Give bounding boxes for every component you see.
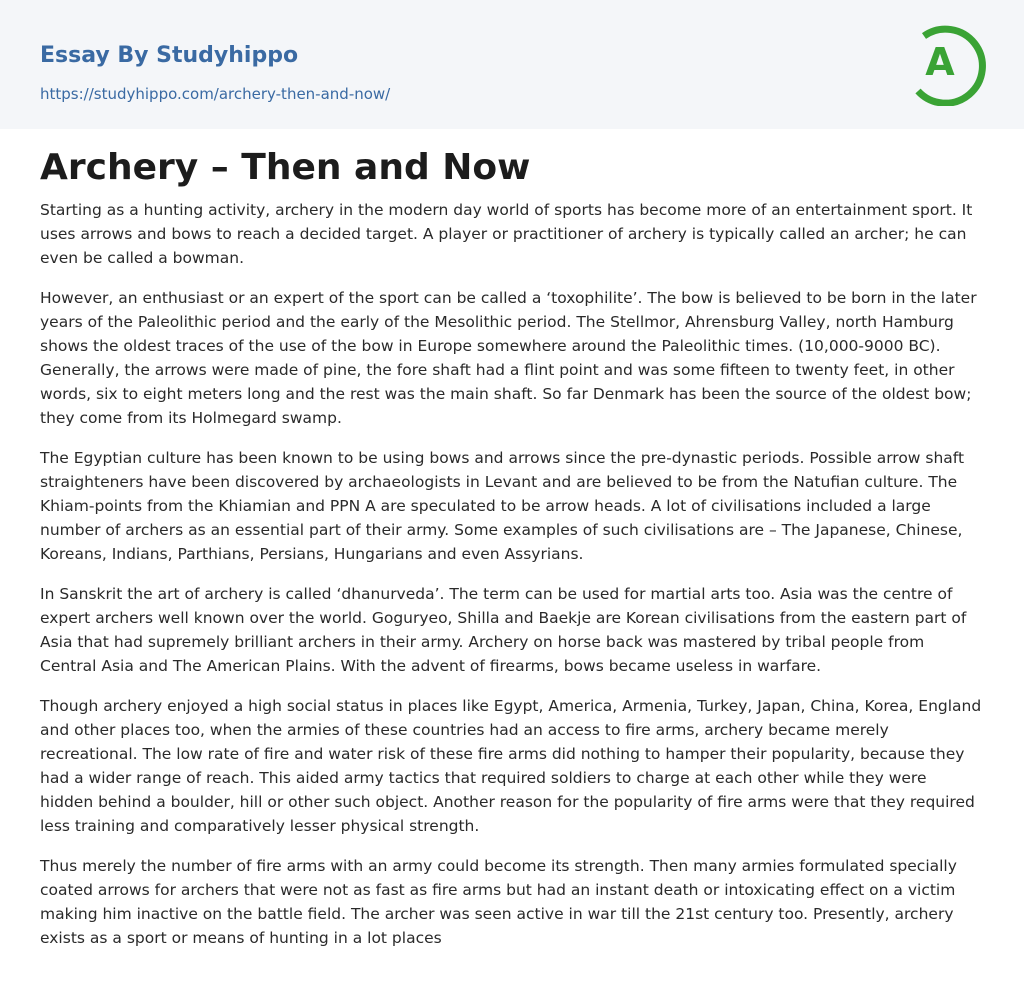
paragraph: Though archery enjoyed a high social status in places like Egypt, America, Armenia, Turkey, Japan, China, Korea, England and other places too, when the armies of these countries had an access to fire arms, archery became merely recreational. The low rate of fire and water risk of these fire arms did nothing to hamper their popularity, because they had a wider range of reach. This aided army tactics that required soldiers to charge at each other while they were hidden behind a boulder, hill or other such object. Another reason for the popularity of fire arms were that they required less training and comparatively lesser physical strength. xyxy=(40,697,982,835)
studyhippo-logo-icon[interactable] xyxy=(910,18,988,106)
page-title: Archery – Then and Now xyxy=(40,147,531,188)
brand-title: Essay By Studyhippo xyxy=(40,43,299,68)
paragraph: Starting as a hunting activity, archery in the modern day world of sports has become more of an entertainment sport. It uses arrows and bows to reach a decided target. A player or practitioner of archery is typically called an archer; he can even be called a bowman. xyxy=(40,201,973,267)
paragraph: Thus merely the number of fire arms with an army could become its strength. Then many armies formulated specially coated arrows for archers that were not as fast as fire arms but had an instant death or intoxicating effect on a victim making him inactive on the battle field. The archer was seen active in war till the 21st century too. Presently, archery exists as a sport or means of hunting in a lot places xyxy=(40,857,957,947)
paragraph: In Sanskrit the art of archery is called ‘dhanurveda’. The term can be used for martial arts too. Asia was the centre of expert archers well known over the world. Goguryeo, Shilla and Baekje are Korean civilisations from the eastern part of Asia that had supremely brilliant archers in their army. Archery on horse back was mastered by tribal people from Central Asia and The American Plains. With the advent of firearms, bows became useless in warfare. xyxy=(40,585,967,675)
logo-letter: A xyxy=(925,40,955,84)
paragraph: However, an enthusiast or an expert of the sport can be called a ‘toxophilite’. The bow is believed to be born in the later years of the Paleolithic period and the early of the Mesolithic period. The Stellmor, Ahrensburg Valley, north Hamburg shows the oldest traces of the use of the bow in Europe somewhere around the Paleolithic times. (10,000-9000 BC). Generally, the arrows were made of pine, the fore shaft had a flint point and was some fifteen to twenty feet, in other words, six to eight meters long and the rest was the main shaft. So far Denmark has been the source of the oldest bow; they come from its Holmegard swamp. xyxy=(40,289,977,427)
paragraph: The Egyptian culture has been known to be using bows and arrows since the pre-dynastic periods. Possible arrow shaft straighteners have been discovered by archaeologists in Levant and are believed to be from the Natufian culture. The Khiam-points from the Khiamian and PPN A are speculated to be arrow heads. A lot of civilisations included a large number of archers as an essential part of their army. Some examples of such civilisations are – The Japanese, Chinese, Koreans, Indians, Parthians, Persians, Hungarians and even Assyrians. xyxy=(40,449,965,563)
page-header xyxy=(0,0,1024,129)
essay-url-link[interactable]: https://studyhippo.com/archery-then-and-now/ xyxy=(40,85,391,103)
article xyxy=(0,147,1024,950)
